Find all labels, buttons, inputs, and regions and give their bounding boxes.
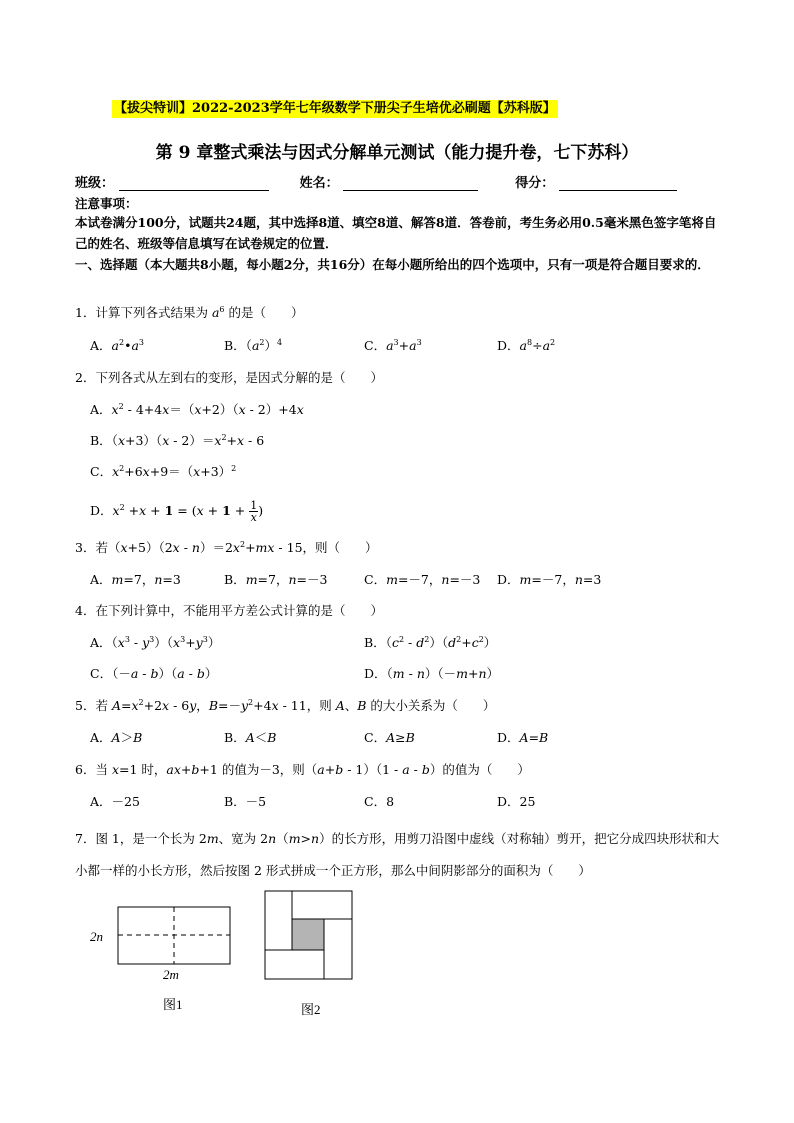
question-5-option-d[interactable]: D．A=B bbox=[497, 730, 549, 745]
figure-2 bbox=[258, 886, 368, 1021]
question-1-option-a[interactable]: A．$a^2•a^3$ bbox=[90, 337, 144, 353]
figure-1-caption: 图1 bbox=[163, 997, 183, 1012]
question-4-option-c[interactable]: C．（－a - b）（a - b） bbox=[90, 666, 218, 681]
question-7-stem: 7．图 1，是一个长为 2m、宽为 2n（m>n）的长方形，用剪刀沿图中虚线（对称轴）剪开，把它分成四块形状和大小都一样的小长方形，然后按图 2 形式拼成一个正方形，那么中间阴影部分的面积为（ ） bbox=[75, 831, 720, 878]
question-4-option-b[interactable]: B．$(c^2 - d^2)(d^2+c^2)$ bbox=[364, 634, 497, 650]
figure-1 bbox=[80, 895, 250, 1020]
question-3-stem: 3．若$(x+5)(2x - n)=2x^2+mx - 15$，则（ ） bbox=[75, 539, 378, 555]
question-2-option-b[interactable]: B．$(x+3)(x - 2)=x^2+x - 6$ bbox=[90, 432, 265, 448]
question-2-stem: 2．下列各式从左到右的变形，是因式分解的是（ ） bbox=[75, 370, 383, 385]
question-4-stem: 4．在下列计算中，不能用平方差公式计算的是（ ） bbox=[75, 603, 383, 618]
question-4-option-a[interactable]: A．$(x^3 - y^3)(x^3+y^3)$ bbox=[90, 634, 221, 650]
question-2-option-d[interactable]: D．$x^2 +x + 1 = (x + 1$ + $\frac{1}{x}$ ) bbox=[90, 499, 264, 524]
question-6-option-a[interactable]: A．－25 bbox=[90, 794, 140, 809]
question-5-option-a[interactable]: A．A＞B bbox=[90, 730, 143, 745]
question-3-option-b[interactable]: B．m=7，n=－3 bbox=[224, 572, 328, 587]
question-5-stem: 5．若 $A=x^2+2x - 6y$，$B=-y^2+4x - 11$，则 A、B 的大小关系为（ ） bbox=[75, 697, 496, 713]
question-2-option-a[interactable]: A．$x^2 - 4+4x=(x+2)(x - 2)+4x$ bbox=[90, 401, 304, 417]
header-banner: 【拔尖特训】2022-2023学年七年级数学下册尖子生培优必刷题【苏科版】 bbox=[114, 101, 556, 116]
score-label: 得分： bbox=[515, 176, 555, 191]
figure-2-shaded-square bbox=[292, 919, 324, 950]
page-title: 第 9 章整式乘法与因式分解单元测试（能力提升卷，七下苏科） bbox=[155, 143, 639, 163]
question-6-option-c[interactable]: C．8 bbox=[364, 794, 395, 809]
question-1-option-c[interactable]: C．$a^3+a^3$ bbox=[364, 337, 422, 353]
figure-2-caption: 图2 bbox=[301, 1002, 321, 1017]
question-3-option-d[interactable]: D．m=－7，n=3 bbox=[497, 572, 602, 587]
figure-1-label-2m: 2m bbox=[163, 967, 179, 982]
question-6-stem: 6．当 x=1 时，ax+b+1 的值为－3，则（a+b - 1）（1 - a - b）的值为（ ） bbox=[75, 762, 530, 777]
question-1-option-d[interactable]: D．$a^8\div a^2$ bbox=[497, 337, 556, 353]
section1-heading: 一、选择题（本大题共8小题，每小题2分，共16分）在每小题所给出的四个选项中，只有一项是符合题目要求的． bbox=[75, 257, 710, 272]
class-label: 班级： bbox=[75, 176, 115, 191]
question-6-option-b[interactable]: B．－5 bbox=[224, 794, 267, 809]
question-4-option-d[interactable]: D．（m - n）（－m+n） bbox=[364, 666, 500, 681]
question-1-stem: 1．计算下列各式结果为 $a^6$ 的是（ ） bbox=[75, 304, 304, 320]
question-5-option-c[interactable]: C．A≥B bbox=[364, 730, 415, 745]
class-blank[interactable] bbox=[119, 176, 269, 191]
figure-1-label-2n: 2n bbox=[90, 929, 103, 944]
student-info-row bbox=[75, 172, 677, 191]
name-label: 姓名： bbox=[299, 176, 339, 191]
question-3-option-a[interactable]: A．m=7，n=3 bbox=[90, 572, 181, 587]
question-5-option-b[interactable]: B．A＜B bbox=[224, 730, 277, 745]
question-1-option-b[interactable]: B．$(a^2)^4$ bbox=[224, 337, 283, 353]
name-blank[interactable] bbox=[343, 176, 478, 191]
notes-text: 本试卷满分100分，试题共24题，其中选择8道、填空8道、解答8道．答卷前，考生务必用0.5毫米黑色签字笔将自己的姓名、班级等信息填写在试卷规定的位置． bbox=[75, 215, 717, 251]
question-2-option-c[interactable]: C．$x^2+6x+9=(x+3)^2$ bbox=[90, 463, 237, 479]
question-6-option-d[interactable]: D．25 bbox=[497, 794, 536, 809]
question-3-option-c[interactable]: C．m=－7，n=－3 bbox=[364, 572, 481, 587]
notes-label: 注意事项： bbox=[75, 196, 138, 211]
score-blank[interactable] bbox=[559, 176, 677, 191]
